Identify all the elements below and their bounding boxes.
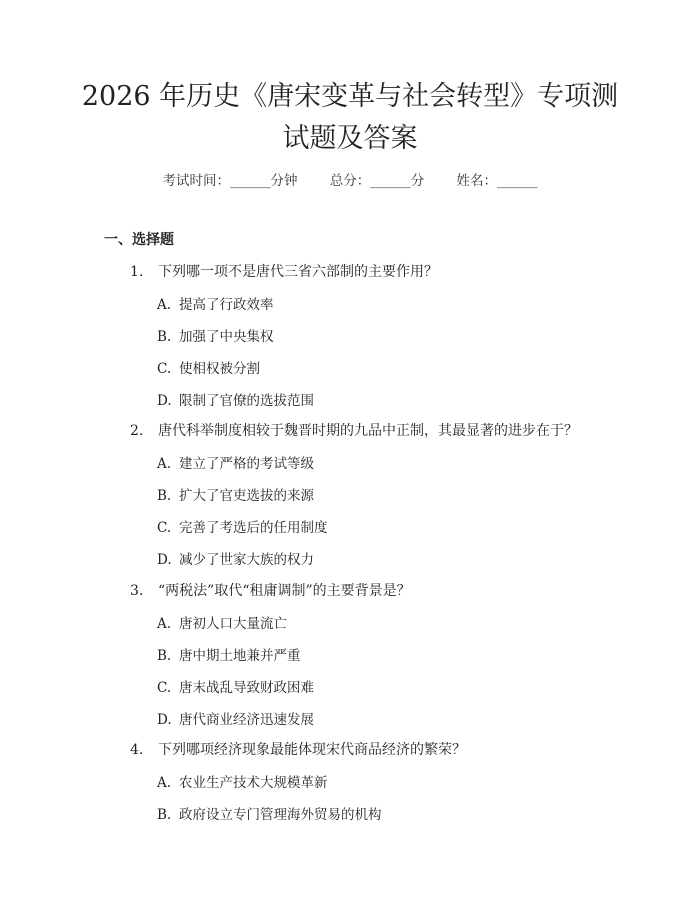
question-2-option-d: D. 减少了世家大族的权力 [157, 552, 314, 568]
title-line-2: 试题及答案 [282, 123, 418, 154]
question-1-option-c: C. 使相权被分割 [157, 361, 260, 377]
question-3-option-b: B. 唐中期土地兼并严重 [157, 648, 301, 664]
question-4: 4. 下列哪项经济现象最能体现宋代商品经济的繁荣？ [130, 742, 466, 758]
page-title [60, 76, 640, 160]
question-3-option-c: C. 唐末战乱导致财政困难 [157, 680, 314, 696]
question-1: 1. 下列哪一项不是唐代三省六部制的主要作用？ [130, 264, 438, 280]
exam-time: 考试时间：______分钟 [162, 173, 298, 189]
question-3: 3. “两税法”取代“租庸调制”的主要背景是？ [130, 583, 411, 599]
question-1-option-d: D. 限制了官僚的选拔范围 [157, 393, 314, 409]
question-2-option-b: B. 扩大了官吏选拔的来源 [157, 488, 314, 504]
question-3-option-a: A. 唐初人口大量流亡 [157, 616, 287, 632]
title-line-1: 2026 年历史《唐宋变革与社会转型》专项测 [81, 81, 619, 112]
question-2-option-a: A. 建立了严格的考试等级 [157, 456, 314, 472]
question-1-option-a: A. 提高了行政效率 [157, 297, 274, 313]
question-2: 2. 唐代科举制度相较于魏晋时期的九品中正制，其最显著的进步在于？ [130, 423, 578, 439]
question-2-option-c: C. 完善了考选后的任用制度 [157, 520, 328, 536]
question-3-option-d: D. 唐代商业经济迅速发展 [157, 712, 314, 728]
question-4-option-a: A. 农业生产技术大规模革新 [157, 775, 328, 791]
student-name: 姓名：______ [456, 173, 538, 189]
section-title: 一、选择题 [104, 232, 174, 248]
question-4-option-b: B. 政府设立专门管理海外贸易的机构 [157, 807, 382, 823]
exam-meta [0, 169, 700, 189]
total-score: 总分：______分 [329, 173, 425, 189]
question-1-option-b: B. 加强了中央集权 [157, 329, 274, 345]
